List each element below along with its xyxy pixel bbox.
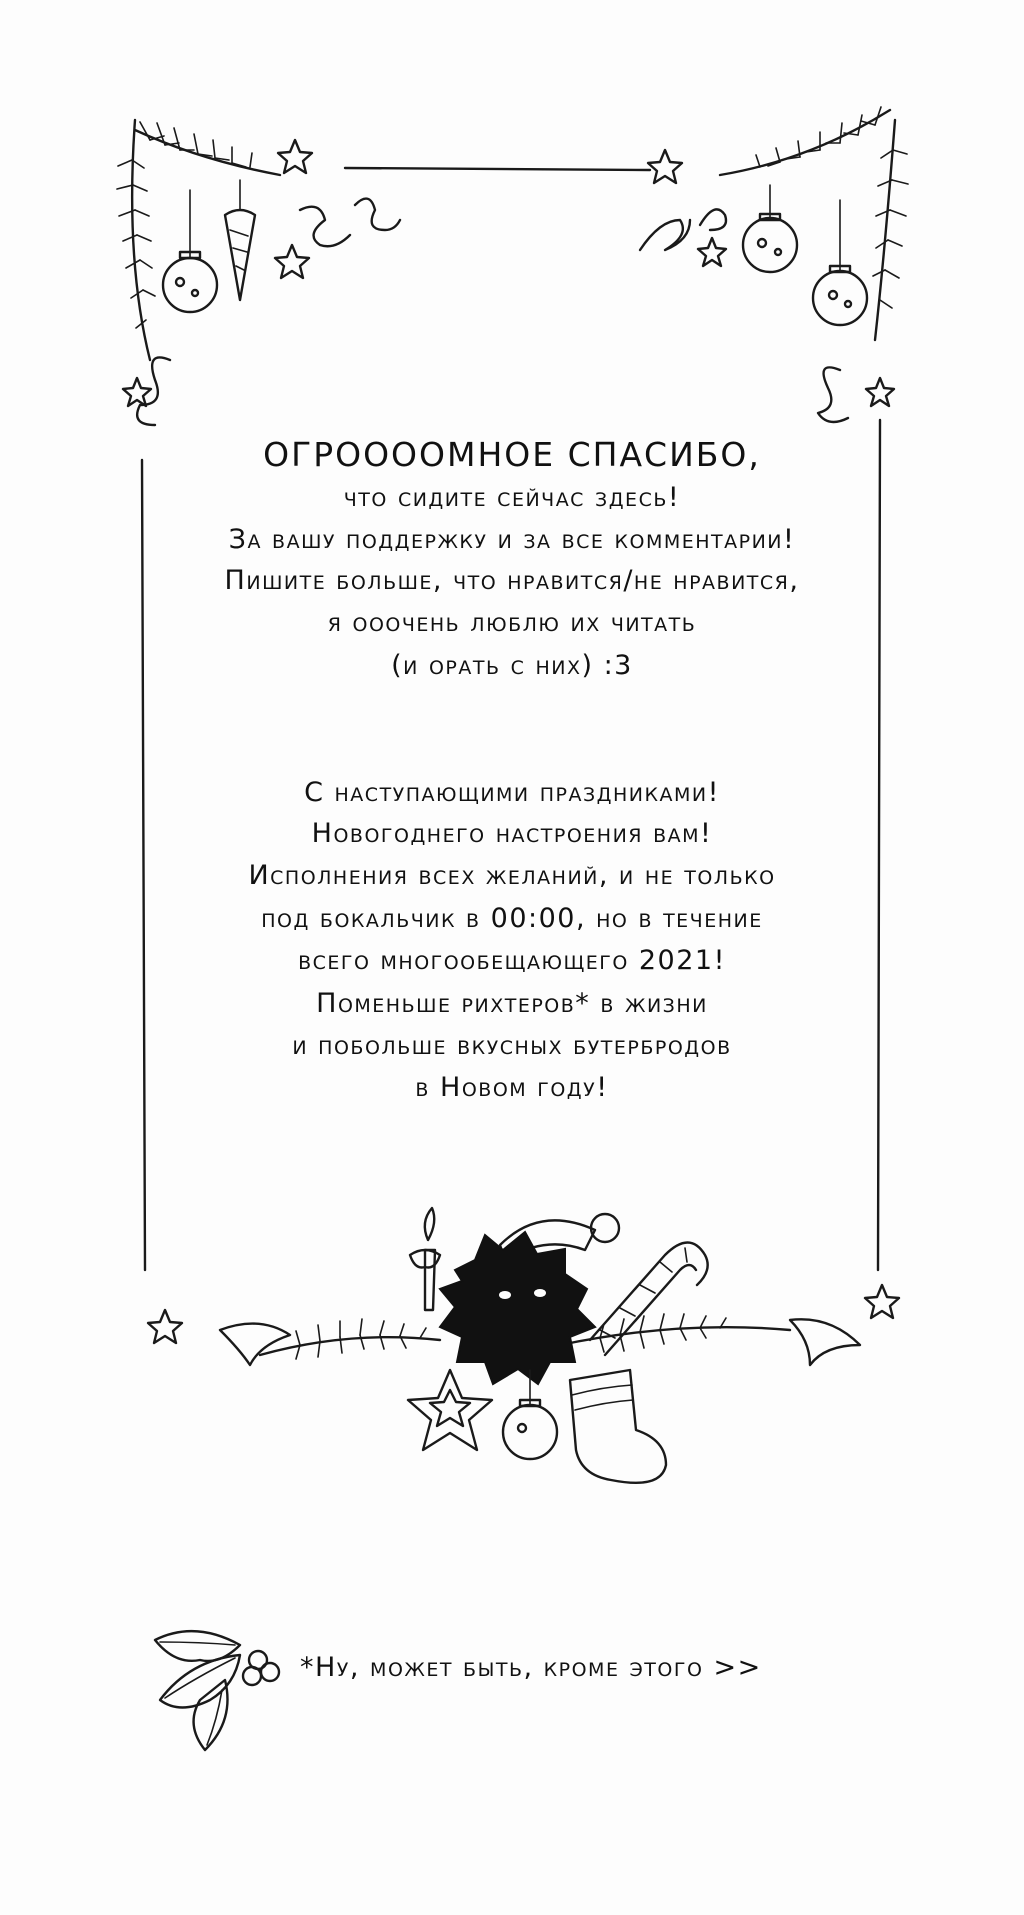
ribbon-curl-left	[300, 199, 400, 247]
thanks-line: я ооочень люблю их читать	[327, 607, 697, 638]
ornament-ball-icon	[813, 200, 867, 325]
wishes-line: Новогоднего настроения вам!	[311, 818, 713, 849]
wishes-line: С наступающими праздниками!	[304, 777, 720, 808]
black-fluffy-creature-icon	[440, 1232, 595, 1384]
footnote-text: *Ну, может быть, кроме этого >>	[300, 1652, 762, 1683]
ornament-ball-icon	[743, 185, 797, 272]
wishes-line: в Новом году!	[415, 1072, 609, 1103]
thanks-line: (и орать с них) :3	[391, 650, 633, 681]
wishes-line: под бокальчик в 00:00, но в течение	[261, 903, 763, 934]
wishes-line: всего многообещающего 2021!	[298, 945, 726, 976]
thanks-line: Пишите больше, что нравится/не нравится,	[224, 565, 800, 596]
ribbon-curl-left-lower	[137, 358, 170, 426]
icicle-ornament-icon	[225, 180, 255, 300]
ornament-ball-icon	[503, 1370, 557, 1459]
candy-cane-icon	[590, 1243, 708, 1356]
wishes-line: Исполнения всех желаний, и не только	[248, 860, 776, 891]
wishes-line: и побольше вкусных бутербродов	[292, 1030, 732, 1061]
holly-icon	[155, 1631, 279, 1750]
ornament-ball-icon	[163, 190, 217, 312]
thanks-line: что сидите сейчас здесь!	[343, 482, 681, 513]
stocking-icon	[570, 1370, 666, 1483]
frame-top-line	[345, 168, 650, 170]
ribbon-curl-right-lower	[818, 367, 848, 422]
thanks-heading: ОГРООООМНОЕ СПАСИБО,	[263, 435, 761, 474]
wishes-line: Поменьше рихтеров* в жизни	[316, 988, 708, 1019]
thanks-line: За вашу поддержку и за все комментарии!	[228, 524, 796, 555]
fir-branch-icon	[117, 120, 280, 360]
candle-icon	[410, 1208, 440, 1310]
